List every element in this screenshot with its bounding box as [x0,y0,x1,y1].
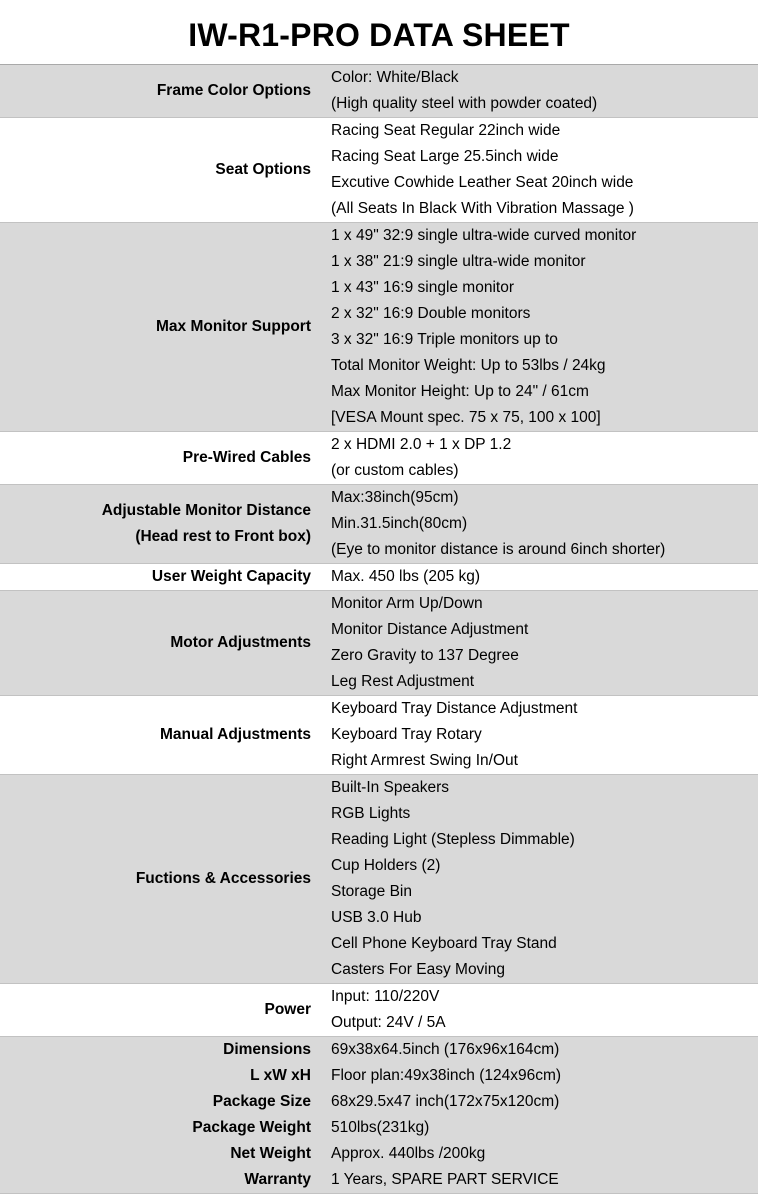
spec-label-text: (Head rest to Front box) [135,528,311,545]
spec-value-line: 1 Years, SPARE PART SERVICE [331,1171,559,1188]
spec-row [0,223,758,432]
spec-value-line: Input: 110/220V [331,988,440,1005]
spec-value-line: Zero Gravity to 137 Degree [331,647,519,664]
spec-table-body [0,65,758,1194]
spec-value-line: Max:38inch(95cm) [331,489,459,506]
spec-value-line: Total Monitor Weight: Up to 53lbs / 24kg [331,357,606,374]
spec-value-line: Casters For Easy Moving [331,961,505,978]
spec-label [0,564,321,591]
spec-value-line: Approx. 440lbs /200kg [331,1145,486,1162]
spec-value-line: (or custom cables) [331,462,459,479]
spec-row [0,1141,758,1167]
spec-row [0,696,758,775]
spec-value-line: (High quality steel with powder coated) [331,95,598,112]
spec-label-text: Package Size [212,1093,311,1110]
spec-table [0,64,758,1194]
spec-value-line: Cell Phone Keyboard Tray Stand [331,935,557,952]
spec-row [0,65,758,118]
spec-value [321,1115,758,1141]
spec-value-line: Monitor Arm Up/Down [331,595,483,612]
spec-value-line: Leg Rest Adjustment [331,673,475,690]
spec-value [321,223,758,432]
spec-label-text: Net Weight [230,1145,311,1162]
spec-label [0,591,321,696]
spec-value-line: Floor plan:49x38inch (124x96cm) [331,1067,562,1084]
spec-label-text: Fuctions & Accessories [135,870,311,887]
spec-label [0,1141,321,1167]
spec-value-line: Right Armrest Swing In/Out [331,752,518,769]
spec-value-line: Reading Light (Stepless Dimmable) [331,831,575,848]
spec-row [0,984,758,1037]
spec-row [0,485,758,564]
spec-row [0,432,758,485]
spec-value-line: 1 x 38" 21:9 single ultra-wide monitor [331,253,586,270]
spec-value-line: (Eye to monitor distance is around 6inch shorter) [331,541,666,558]
spec-value-line: 1 x 43" 16:9 single monitor [331,279,514,296]
spec-label-text: Seat Options [215,161,311,178]
spec-label [0,1089,321,1115]
spec-value-line: 3 x 32" 16:9 Triple monitors up to [331,331,558,348]
spec-label [0,1037,321,1090]
spec-value [321,1141,758,1167]
spec-value-line: 1 x 49" 32:9 single ultra-wide curved monitor [331,227,637,244]
spec-value [321,775,758,984]
spec-label-text: Power [264,1001,311,1018]
spec-value-line: Color: White/Black [331,69,459,86]
spec-value [321,696,758,775]
spec-value-line: USB 3.0 Hub [331,909,422,926]
spec-label [0,118,321,223]
spec-value-line: Racing Seat Regular 22inch wide [331,122,561,139]
spec-label-text: Manual Adjustments [160,726,311,743]
spec-label [0,485,321,564]
spec-value [321,564,758,591]
spec-label-text: User Weight Capacity [151,568,311,585]
spec-label [0,696,321,775]
spec-value-line: Output: 24V / 5A [331,1014,446,1031]
spec-value-line: [VESA Mount spec. 75 x 75, 100 x 100] [331,409,601,426]
spec-label-text: Pre-Wired Cables [182,449,311,466]
spec-value-line: Keyboard Tray Distance Adjustment [331,700,578,717]
spec-value-line: (All Seats In Black With Vibration Massage ) [331,200,634,217]
spec-label [0,1115,321,1141]
spec-value-line: RGB Lights [331,805,411,822]
spec-label-text: Max Monitor Support [156,318,311,335]
spec-row [0,1115,758,1141]
spec-value-line: Built-In Speakers [331,779,450,796]
spec-label-text: Dimensions [223,1041,311,1058]
spec-row [0,118,758,223]
spec-label [0,984,321,1037]
spec-label [0,1167,321,1194]
spec-value [321,984,758,1037]
spec-row [0,1037,758,1090]
spec-value [321,591,758,696]
spec-label-text: Package Weight [192,1119,311,1136]
spec-value-line: 510lbs(231kg) [331,1119,430,1136]
spec-value-line: 68x29.5x47 inch(172x75x120cm) [331,1093,560,1110]
spec-row [0,775,758,984]
spec-label-text: Motor Adjustments [170,634,311,651]
spec-value-line: Monitor Distance Adjustment [331,621,529,638]
spec-value-line: 2 x HDMI 2.0 + 1 x DP 1.2 [331,436,512,453]
spec-value [321,1037,758,1090]
spec-label-text: Warranty [244,1171,311,1188]
spec-value [321,432,758,485]
spec-label [0,432,321,485]
spec-value-line: Racing Seat Large 25.5inch wide [331,148,559,165]
spec-label [0,65,321,118]
spec-label [0,775,321,984]
data-sheet-title: IW-R1-PRO DATA SHEET [188,17,570,53]
spec-value-line: Cup Holders (2) [331,857,441,874]
spec-value [321,118,758,223]
spec-row [0,591,758,696]
spec-value [321,65,758,118]
spec-value [321,485,758,564]
spec-value-line: Storage Bin [331,883,412,900]
spec-row [0,564,758,591]
spec-value-line: Min.31.5inch(80cm) [331,515,468,532]
spec-label-text: L xW xH [250,1067,311,1084]
spec-label-text: Frame Color Options [156,82,311,99]
spec-value-line: 2 x 32" 16:9 Double monitors [331,305,531,322]
spec-row [0,1167,758,1194]
spec-value [321,1089,758,1115]
spec-label [0,223,321,432]
spec-value-line: Keyboard Tray Rotary [331,726,482,743]
spec-value-line: Excutive Cowhide Leather Seat 20inch wide [331,174,634,191]
spec-value-line: 69x38x64.5inch (176x96x164cm) [331,1041,560,1058]
spec-value-line: Max Monitor Height: Up to 24" / 61cm [331,383,589,400]
spec-row [0,1089,758,1115]
spec-value-line: Max. 450 lbs (205 kg) [331,568,481,585]
spec-value [321,1167,758,1194]
spec-label-text: Adjustable Monitor Distance [101,502,311,519]
